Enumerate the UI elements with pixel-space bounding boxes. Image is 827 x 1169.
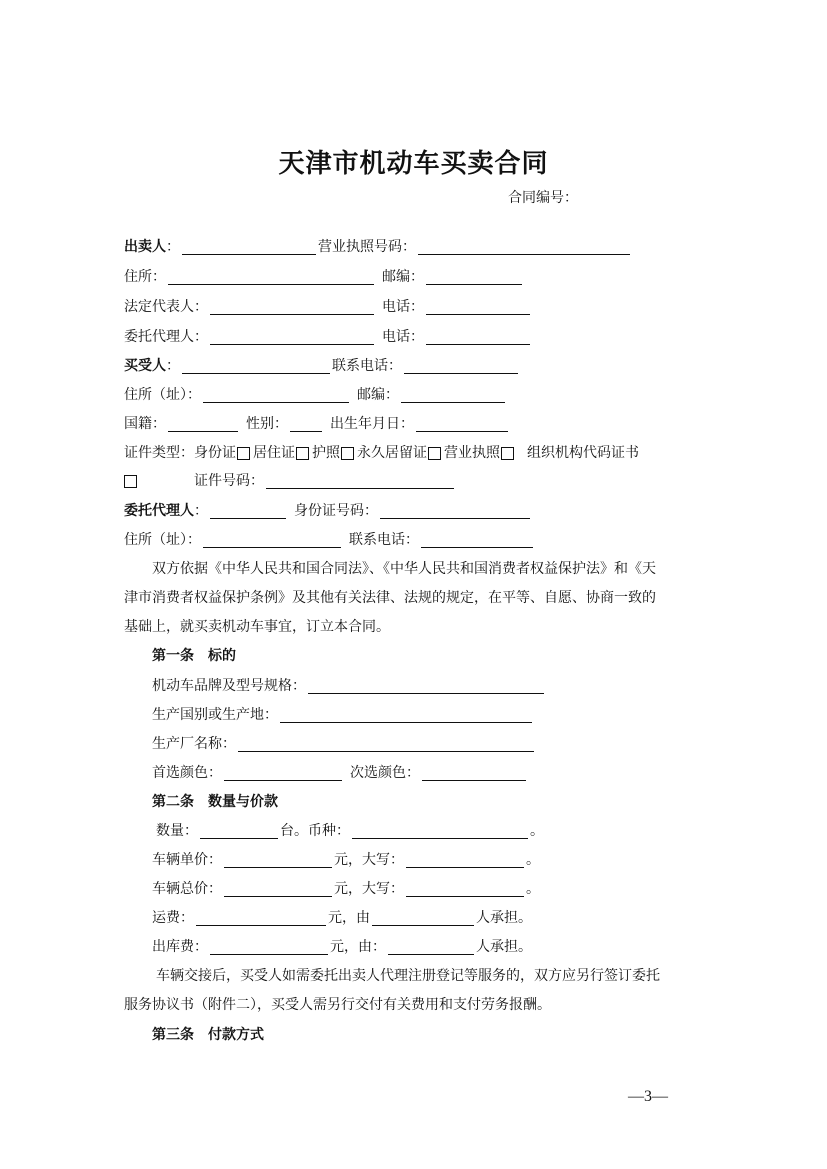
- quantity-field[interactable]: [200, 823, 278, 839]
- license-field[interactable]: [418, 239, 630, 255]
- total-price-caps-field[interactable]: [406, 881, 524, 897]
- quantity-row: 数量： 台。 币种： 。: [156, 823, 544, 839]
- currency-field[interactable]: [352, 823, 528, 839]
- birthdate-field[interactable]: [416, 416, 508, 432]
- buyer-info-row: 国籍： 性别： 出生年月日：: [124, 413, 510, 435]
- buyer-name-field[interactable]: [182, 358, 330, 374]
- buyer-agent-field[interactable]: [210, 503, 286, 519]
- origin-field[interactable]: [280, 707, 532, 723]
- seller-address-row: 住所： 邮编：: [124, 266, 524, 288]
- id-number-row: 证件号码：: [124, 470, 456, 492]
- id-type-checkbox-5[interactable]: [501, 447, 514, 460]
- buyer-agent-label: 委托代理人: [124, 503, 194, 519]
- seller-agent-phone-field[interactable]: [426, 329, 530, 345]
- preamble-line-2: 津市消费者权益保护条例》及其他有关法律、法规的规定，在平等、自愿、协商一致的: [124, 590, 656, 606]
- buyer-agent-row: 委托代理人 ： 身份证号码：: [124, 500, 532, 522]
- seller-label: 出卖人: [124, 239, 166, 255]
- id-type-checkbox-3[interactable]: [341, 447, 354, 460]
- seller-row: 出卖人 ： 营业执照号码：: [124, 236, 632, 258]
- buyer-row: 买受人 ： 联系电话：: [124, 355, 520, 377]
- outbound-party-field[interactable]: [388, 939, 474, 955]
- buyer-address-row: 住所（址）： 邮编：: [124, 384, 507, 406]
- outbound-row: 出库费： 元，由： 人承担。: [152, 939, 532, 955]
- buyer-address-field[interactable]: [203, 387, 349, 403]
- color-row: 首选颜色： 次选颜色：: [152, 762, 528, 784]
- article-1-heading: 第一条 标的: [152, 648, 236, 664]
- gender-field[interactable]: [290, 416, 322, 432]
- seller-name-field[interactable]: [182, 239, 316, 255]
- maker-row: 生产厂名称：: [152, 733, 536, 755]
- buyer-label: 买受人: [124, 358, 166, 374]
- article-3-heading: 第三条 付款方式: [152, 1027, 264, 1043]
- id-type-row: 证件类型： 身份证 居住证 护照 永久居留证 营业执照 组织机构代码证书: [124, 445, 639, 461]
- buyer-agent-address-row: 住所（址）： 联系电话：: [124, 529, 535, 551]
- legal-rep-field[interactable]: [210, 299, 374, 315]
- seller-address-field[interactable]: [168, 269, 374, 285]
- unit-price-caps-field[interactable]: [406, 852, 524, 868]
- unit-price-row: 车辆单价： 元，大写： 。: [152, 852, 540, 868]
- document-title: 天津市机动车买卖合同: [278, 149, 549, 179]
- buyer-phone-field[interactable]: [404, 358, 518, 374]
- color1-field[interactable]: [224, 765, 342, 781]
- freight-party-field[interactable]: [372, 910, 474, 926]
- preamble-line-1: 双方依据《中华人民共和国合同法》、《中华人民共和国消费者权益保护法》和《天: [152, 561, 656, 577]
- unit-price-field[interactable]: [224, 852, 332, 868]
- seller-agent-field[interactable]: [210, 329, 374, 345]
- brand-row: 机动车品牌及型号规格：: [152, 675, 546, 697]
- license-label: 营业执照号码：: [318, 239, 416, 255]
- article-2-heading: 第二条 数量与价款: [152, 794, 278, 810]
- brand-field[interactable]: [308, 678, 544, 694]
- maker-field[interactable]: [238, 736, 534, 752]
- id-type-checkbox-1[interactable]: [237, 447, 250, 460]
- id-number-field[interactable]: [266, 473, 454, 489]
- freight-row: 运费： 元，由 人承担。: [152, 910, 532, 926]
- outbound-fee-field[interactable]: [210, 939, 328, 955]
- legal-rep-row: 法定代表人： 电话：: [124, 296, 532, 318]
- preamble-line-3: 基础上，就买卖机动车事宜，订立本合同。: [124, 619, 390, 635]
- seller-agent-row: 委托代理人： 电话：: [124, 326, 532, 348]
- nationality-field[interactable]: [168, 416, 238, 432]
- service-note-line-2: 服务协议书（附件二），买受人需另行交付有关费用和支付劳务报酬。: [124, 997, 551, 1013]
- id-type-checkbox-6[interactable]: [124, 475, 137, 488]
- buyer-agent-phone-field[interactable]: [421, 532, 533, 548]
- total-price-field[interactable]: [224, 881, 332, 897]
- page-number: —3—: [628, 1088, 668, 1105]
- freight-field[interactable]: [196, 910, 326, 926]
- contract-number-label: 合同编号：: [508, 190, 578, 206]
- legal-rep-phone-field[interactable]: [426, 299, 530, 315]
- service-note-line-1: 车辆交接后，买受人如需委托出卖人代理注册登记等服务的，双方应另行签订委托: [156, 968, 660, 984]
- buyer-postcode-field[interactable]: [401, 387, 505, 403]
- buyer-agent-id-field[interactable]: [380, 503, 530, 519]
- origin-row: 生产国别或生产地：: [152, 704, 534, 726]
- seller-postcode-field[interactable]: [426, 269, 522, 285]
- total-price-row: 车辆总价： 元，大写： 。: [152, 881, 540, 897]
- id-type-checkbox-4[interactable]: [428, 447, 441, 460]
- color2-field[interactable]: [422, 765, 526, 781]
- buyer-agent-address-field[interactable]: [203, 532, 341, 548]
- id-type-checkbox-2[interactable]: [296, 447, 309, 460]
